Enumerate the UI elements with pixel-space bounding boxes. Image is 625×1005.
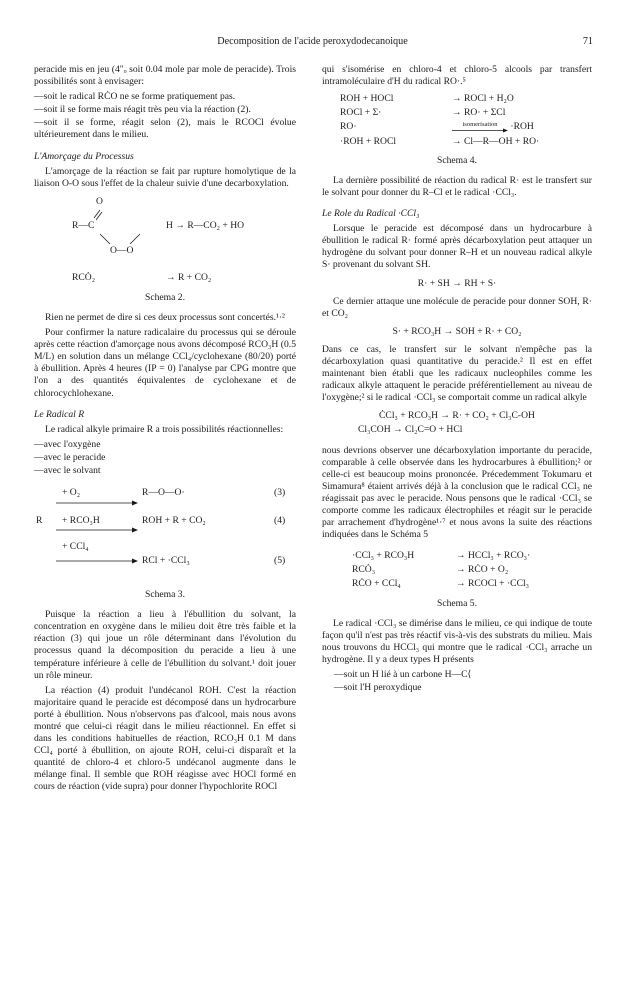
list-item: —avec le solvant (34, 464, 101, 476)
list-item: —soit il se forme, réagit selon (2), mais le RCOCl évolue ultérieurement dans le milieu. (34, 117, 296, 141)
schema-3-reagent-peracid: + RCO₃H (62, 515, 100, 527)
list-item: —avec l'oxygène (34, 438, 101, 450)
paragraph: Pour confirmer la nature radicalaire du processus qui se déroule après cette réaction d'amorçage nous avons décomposé RCO₃H (0.5 M/L) en solution dans un mélange CCl₄/cyclohexane (80/20) porté à ébullition. Après 4 heures (IP = 0) l'analyse par CPG montre que l'on a des quantités équivalentes de cyclohexane et de chlorocychlohexane. (34, 327, 296, 399)
schema-2-carbonyl-o: O (96, 195, 103, 207)
arrow-icon (452, 128, 508, 133)
schema-4-title: Schema 4. (437, 154, 477, 166)
schema-2-rco2: RCȮ₂ (72, 271, 96, 283)
schema-3-eq-number: (3) (274, 487, 286, 499)
paragraph: Ce dernier attaque une molécule de peracide pour donner SOH, R· et CO₂ (322, 295, 592, 319)
schema-3-reagent-o2: + O₂ (62, 487, 81, 499)
schema-4-table (336, 92, 543, 149)
reaction-right: → RCOCl + ·CCl₃ (456, 578, 529, 590)
schema-3-diagram (34, 483, 296, 583)
page-number: 71 (582, 36, 593, 47)
paragraph: Le radical alkyle primaire R a trois possibilités réactionnelles: (45, 423, 284, 435)
paragraph: qui s'isomérise en chloro-4 et chloro-5 alcools par transfert intramoléculaire d'H du radical RO·.⁵ (322, 64, 592, 88)
list-item: —soit il se forme mais réagit très peu via la réaction (2). (34, 104, 251, 116)
reaction-right: → HCCl₃ + RCO₃· (456, 550, 531, 562)
section-heading: Le Radical R (34, 408, 85, 420)
reaction-right: → Cl—R—OH + RO· (452, 135, 540, 147)
paragraph: La dernière possibilité de réaction du radical R· est le transfert sur le solvant pour donner du R–Cl et le radical ·CCl₃. (322, 174, 592, 198)
schema-3-product-roh: ROH + R + CO₂ (142, 515, 206, 527)
reaction-row (336, 92, 543, 106)
equation: S· + RCO₃H → SOH + R· + CO₂ (392, 325, 522, 337)
schema-5-table (348, 549, 534, 591)
schema-3-product-roo: R—O—O· (142, 487, 185, 499)
reaction-left: RĊO + CCl₄ (352, 578, 401, 590)
equation: Cl₃COH → Cl₂C=O + HCl (358, 424, 463, 436)
schema-2-decarboxylation: → R + CO₂ (166, 271, 212, 283)
schema-3-product-rcl: RCl + ·CCl₃ (142, 555, 190, 567)
list-item: —soit le radical RĊO ne se forme pratiquement pas. (34, 91, 236, 103)
reaction-right: → ROCl + H₂O (452, 93, 514, 105)
reaction-row (348, 577, 534, 591)
section-heading: Le Role du Radical ·CCl₃ (322, 208, 420, 220)
list-item: —avec le peracide (34, 451, 106, 463)
schema-3-reagent-ccl4: + CCl₄ (62, 541, 89, 553)
running-title: Decomposition de l'acide peroxydodecanoique (217, 36, 408, 47)
reaction-row (348, 549, 534, 563)
reaction-right (448, 120, 543, 134)
schema-3-eq-number: (4) (274, 515, 286, 527)
schema-3-radical-r: R (36, 515, 43, 527)
bond-lines (34, 196, 296, 270)
reaction-right: → RĊO + O₂ (456, 564, 509, 576)
reaction-row (336, 120, 543, 134)
section-heading: L'Amorçage du Processus (34, 150, 134, 162)
schema-5-title: Schema 5. (437, 597, 477, 609)
paragraph: peracide mis en jeu (4"ₒ soit 0.04 mole par mole de peracide). Trois possibilités sont à envisager: (34, 64, 296, 88)
list-item: —soit un H lié à un carbone H—C⟨ (334, 669, 472, 681)
right-column (322, 64, 592, 695)
schema-2-product: H → R—CO₂ + HO (166, 219, 245, 231)
schema-2-rc: R—C (72, 219, 95, 231)
schema-2-title: Schema 2. (145, 291, 185, 303)
paragraph: La réaction (4) produit l'undécanol ROH. C'est la réaction majoritaire quand le peracide est décomposé dans un hydrocarbure porté à ébullition. Nous n'observons pas d'alcool, mais nous avons montré que celui-ci réagit dans le milieu réactionnel. En effet si dans les conditions habituelles de réaction, RCO₃H 0.1 M dans CCl₄ porté à ébullition, on ajoute ROH, celui-ci disparaît et la quantité de chloro-4 et chloro-5 undécanol augmente dans le mélange final. Il semble que ROH réagisse avec HOCl formé en cours de réaction (vide supra) pour donner l'hypochlorite ROCl (34, 684, 296, 793)
paragraph: Dans ce cas, le transfert sur le solvant n'empêche pas la décarboxylation quasi quantitative du peracide.² Il est en effet maintenant bien établi que les radicaux nucleophiles comme les radicaux alkyle attaquent le peracide préférentiellement au niveau de l'oxygène;² si le radical ·CCl₃ se comportait comme un radical alkyle (322, 343, 592, 404)
reaction-right: → RO· + ΣCl (452, 107, 506, 119)
equation: R· + SH → RH + S· (417, 277, 497, 289)
reaction-left: ROCl + Σ· (340, 107, 382, 119)
paragraph: Le radical ·CCl₃ se dimérise dans le milieu, ce qui indique de toute façon qu'il n'est pas très réactif vis-à-vis des substrats du milieu. Mais nous trouvons du HCCl₃ qui montre que le radical ·CCl₃ arrache un hydrogène. Il y a deux types H présents (322, 617, 592, 665)
reaction-left: ·ROH + ROCl (340, 135, 397, 147)
list-item: —soit l'H peroxydique (334, 682, 422, 694)
paragraph: Rien ne permet de dire si ces deux processus sont concertés.¹·² (45, 311, 285, 323)
left-column (34, 64, 296, 797)
reaction-row (336, 135, 543, 149)
reaction-product: ·ROH (510, 121, 534, 133)
reaction-left: ROH + HOCl (340, 93, 394, 105)
paragraph: nous devrions observer une décarboxylation importante du peracide, comparable à celle observée dans les hydrocarbures à ébullition;² or celle-ci est beaucoup moins prononcée. Précedemment Tokumaru et Simamura⁸ étaient arrivés déjà à la conclusion que le radical CCl₃ ne réagissait pas avec le peracide. Nous pensons que le radical ·CCl₃ se comporte comme les radicaux électrophiles et réagit sur le peracide par arrachement d'hydrogène¹·⁷ et nous avons la suite des réactions indiquées dans le Schéma 5 (322, 444, 592, 541)
paragraph: L'amorçage de la réaction se fait par rupture homolytique de la liaison O-O sous l'effet de la chaleur suivie d'une decarboxylation. (34, 165, 296, 189)
schema-3-title: Schema 3. (145, 589, 185, 601)
reaction-left: RCȮ₃ (352, 564, 376, 576)
schema-2-line-2 (34, 272, 296, 286)
running-header (0, 36, 625, 50)
reaction-left: RO· (340, 121, 357, 133)
reaction-row (336, 106, 543, 120)
paragraph: Lorsque le peracide est décomposé dans un hydrocarbure à ébullition le radical R· formé après décarboxylation peut attaquer un hydrogène du solvant pour donner R–H et un nouveau radical alkyle S· provenant du solvant SH. (322, 223, 592, 271)
isomerisation-arrow (452, 121, 508, 133)
paragraph: Puisque la réaction a lieu à l'ébullition du solvant, la concentration en oxygène dans le milieu doit être très faible et la réaction (3) qui joue un rôle déterminant dans l'évolution du processus quand la décomposition du peracide a lieu à une température inférieure à celle de l'ébullition du solvant.¹ doit jouer un rôle mineur. (34, 609, 296, 681)
schema-2-diagram (34, 196, 296, 270)
isomerisation-label: isomerisation (462, 121, 498, 129)
reaction-left: ·CCl₃ + RCO₃H (352, 550, 415, 562)
reaction-row (348, 563, 534, 577)
equation: ĊCl₃ + RCO₃H → R· + CO₂ + Cl₃C-OH (379, 410, 535, 422)
schema-2-peroxide: O—O (110, 244, 134, 256)
schema-3-eq-number: (5) (274, 555, 286, 567)
